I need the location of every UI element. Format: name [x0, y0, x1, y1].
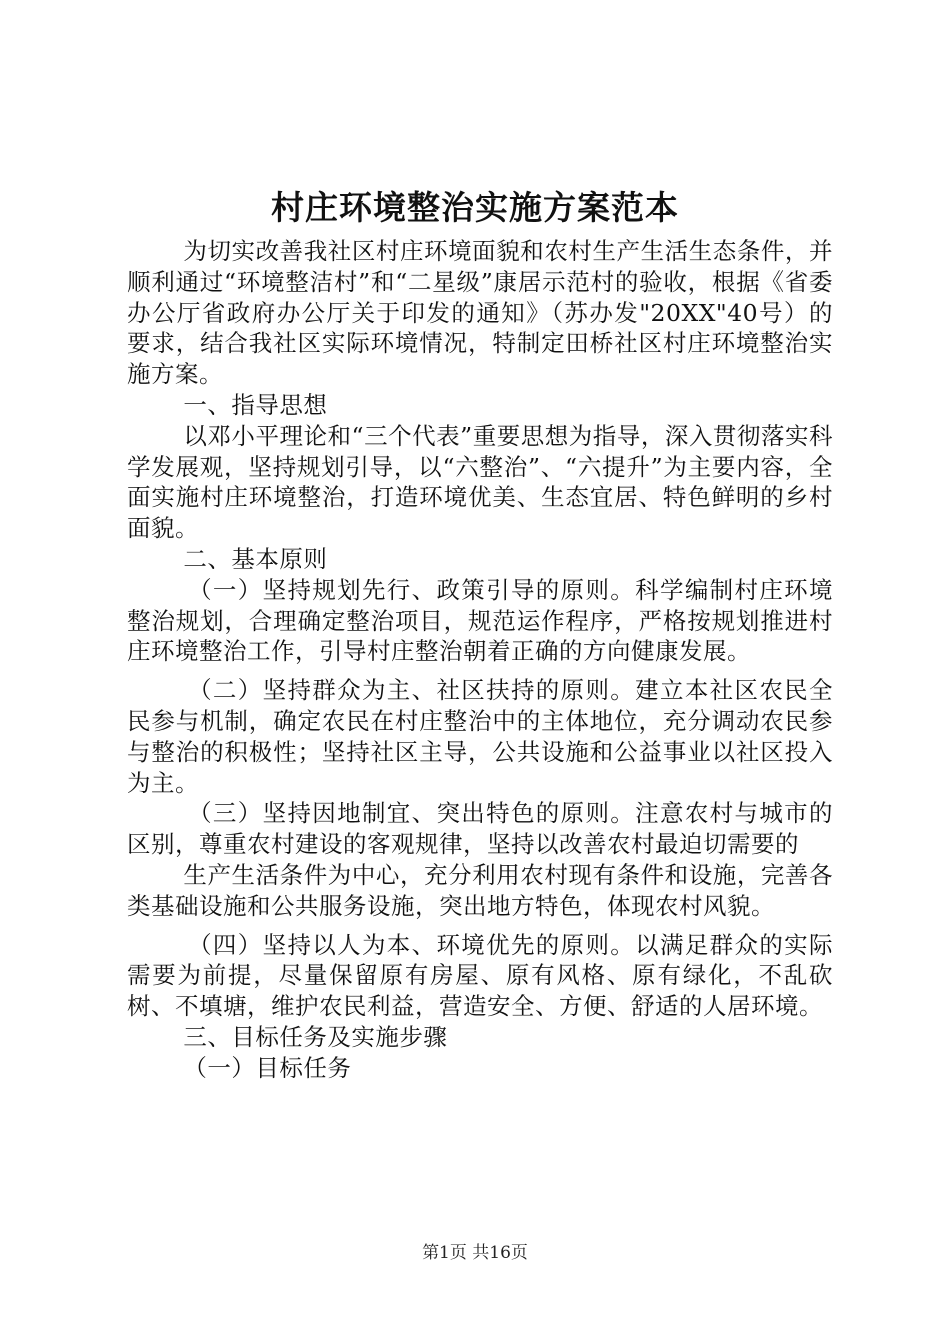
section-heading-guiding-ideology: 一、指导思想 — [183, 390, 328, 419]
page-number-footer: 第1页 共16页 — [422, 1243, 528, 1263]
document-body — [127, 236, 833, 1084]
document-title: 村庄环境整治实施方案范本 — [271, 188, 679, 227]
section-heading-goals-steps: 三、目标任务及实施步骤 — [183, 1022, 448, 1051]
intro-paragraph: 为切实改善我社区村庄环境面貌和农村生产生活生态条件，并顺利通过“环境整洁村”和“二星级”康居示范村的验收，根据《省委办公厅省政府办公厅关于印发的通知》（苏办发"20XX"40号）的要求，结合我社区实际环境情况，特制定田桥社区村庄环境整治实施方案。 — [127, 237, 833, 389]
principle-three-continued-paragraph: 生产生活条件为中心，充分利用农村现有条件和设施，完善各类基础设施和公共服务设施，突出地方特色，体现农村风貌。 — [127, 860, 833, 920]
subsection-heading-goals: （一）目标任务 — [183, 1053, 352, 1082]
principle-four-paragraph: （四）坚持以人为本、环境优先的原则。以满足群众的实际需要为前提，尽量保留原有房屋、原有风格、原有绿化，不乱砍树、不填塘，维护农民利益，营造安全、方便、舒适的人居环境。 — [127, 930, 833, 1021]
principle-one-paragraph: （一）坚持规划先行、政策引导的原则。科学编制村庄环境整治规划，合理确定整治项目，规范运作程序，严格按规划推进村庄环境整治工作，引导村庄整治朝着正确的方向健康发展。 — [127, 575, 833, 666]
principle-two-paragraph: （二）坚持群众为主、社区扶持的原则。建立本社区农民全民参与机制，确定农民在村庄整治中的主体地位，充分调动农民参与整治的积极性；坚持社区主导，公共设施和公益事业以社区投入为主。 — [127, 676, 833, 797]
section-heading-basic-principles: 二、基本原则 — [183, 544, 328, 573]
principle-three-paragraph: （三）坚持因地制宜、突出特色的原则。注意农村与城市的区别，尊重农村建设的客观规律，坚持以改善农村最迫切需要的 — [127, 799, 833, 859]
guiding-ideology-paragraph: 以邓小平理论和“三个代表”重要思想为指导，深入贯彻落实科学发展观，坚持规划引导，以“六整治”、“六提升”为主要内容，全面实施村庄环境整治，打造环境优美、生态宜居、特色鲜明的乡村面貌。 — [127, 421, 833, 543]
